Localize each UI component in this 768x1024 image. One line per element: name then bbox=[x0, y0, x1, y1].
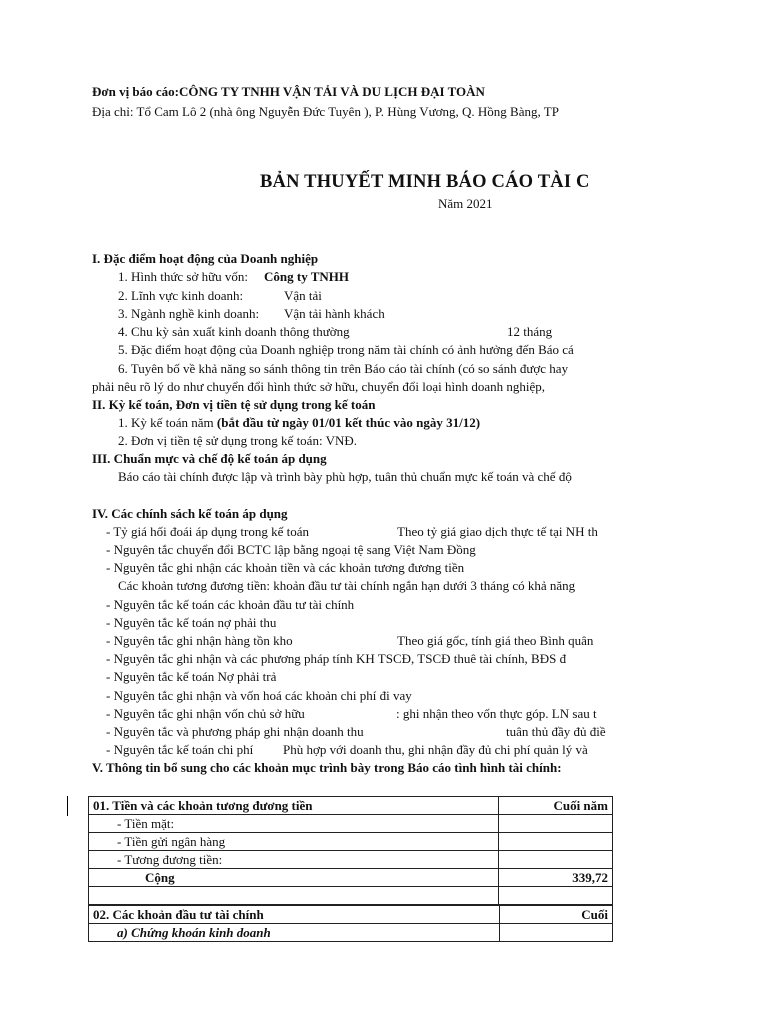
empty-cell[interactable] bbox=[89, 887, 499, 905]
fiscal-year-line bbox=[118, 415, 480, 431]
report-unit-label: Đơn vị báo cáo: bbox=[92, 84, 180, 99]
table-row bbox=[89, 924, 613, 942]
text-cursor bbox=[67, 796, 68, 816]
fiscal-year-value: (bắt đầu từ ngày 01/01 kết thúc vào ngày 31/12) bbox=[216, 415, 481, 430]
cash-table bbox=[88, 796, 613, 905]
policy-equity: - Nguyên tắc ghi nhận vốn chủ sở hữu bbox=[106, 706, 305, 721]
policy-exchange-rate: - Tỷ giá hối đoái áp dụng trong kế toán bbox=[106, 524, 310, 539]
policy-cash: - Nguyên tắc ghi nhận các khoản tiền và các khoản tương đương tiền bbox=[106, 560, 465, 575]
business-cycle-value: 12 tháng bbox=[507, 324, 553, 339]
bank-deposits-label[interactable]: - Tiền gửi ngân hàng bbox=[89, 833, 499, 851]
cash-table-title[interactable]: 01. Tiền và các khoản tương đương tiền bbox=[89, 797, 499, 815]
cash-equivalents-value[interactable] bbox=[499, 851, 613, 869]
policy-receivables: - Nguyên tắc kế toán nợ phải thu bbox=[106, 615, 277, 630]
ownership-value: Công ty TNHH bbox=[264, 269, 349, 284]
business-cycle-label: 4. Chu kỳ sản xuất kinh doanh thông thường bbox=[118, 324, 350, 339]
business-field-value: Vận tải bbox=[284, 288, 322, 303]
report-year: Năm 2021 bbox=[438, 196, 493, 211]
policy-revenue: - Nguyên tắc và phương pháp ghi nhận doanh thu bbox=[106, 724, 364, 739]
policy-inventory: - Nguyên tắc ghi nhận hàng tồn kho bbox=[106, 633, 293, 648]
company-name: CÔNG TY TNHH VẬN TẢI VÀ DU LỊCH ĐẠI TOÀN bbox=[179, 84, 485, 99]
operation-characteristics: 5. Đặc điểm hoạt động của Doanh nghiệp trong năm tài chính có ảnh hưởng đến Báo cá bbox=[118, 342, 574, 357]
table-total-row bbox=[89, 869, 613, 887]
business-line-label: 3. Ngành nghề kinh doanh: bbox=[118, 306, 260, 321]
policy-borrowing-costs: - Nguyên tắc ghi nhận và vốn hoá các khoản chi phí đi vay bbox=[106, 688, 412, 703]
section-1-heading: I. Đặc điểm hoạt động của Doanh nghiệp bbox=[92, 251, 319, 266]
policy-fixed-assets: - Nguyên tắc ghi nhận và các phương pháp tính KH TSCĐ, TSCĐ thuê tài chính, BĐS đ bbox=[106, 651, 567, 666]
policy-expenses: - Nguyên tắc kế toán chi phí bbox=[106, 742, 254, 757]
fiscal-year-label: 1. Kỳ kế toán năm bbox=[118, 415, 214, 430]
cash-equivalents-label[interactable]: - Tương đương tiền: bbox=[89, 851, 499, 869]
ownership-label: 1. Hình thức sở hữu vốn: bbox=[118, 269, 249, 284]
cash-on-hand-value[interactable] bbox=[499, 815, 613, 833]
report-unit-line bbox=[92, 84, 485, 100]
comparability-statement: 6. Tuyên bố về khả năng so sánh thông tin trên Báo cáo tài chính (có so sánh được hay bbox=[118, 361, 569, 376]
trading-securities-label[interactable]: a) Chứng khoán kinh doanh bbox=[89, 924, 500, 942]
policy-revenue-value: tuân thủ đầy đủ điề bbox=[506, 724, 606, 739]
page-title: BẢN THUYẾT MINH BÁO CÁO TÀI C bbox=[260, 172, 590, 192]
policy-inventory-value: Theo giá gốc, tính giá theo Bình quân bbox=[397, 633, 594, 648]
investments-table-title[interactable]: 02. Các khoản đầu tư tài chính bbox=[89, 906, 500, 924]
company-address: Địa chỉ: Tổ Cam Lô 2 (nhà ông Nguyễn Đức Tuyên ), P. Hùng Vương, Q. Hồng Bàng, TP bbox=[92, 104, 559, 119]
section-2-heading: II. Kỳ kế toán, Đơn vị tiền tệ sử dụng trong kế toán bbox=[92, 397, 376, 412]
policy-expenses-value: Phù hợp với doanh thu, ghi nhận đầy đủ chi phí quản lý và bbox=[283, 742, 588, 757]
table-row bbox=[89, 851, 613, 869]
policy-equity-value: : ghi nhận theo vốn thực góp. LN sau t bbox=[396, 706, 597, 721]
business-field-label: 2. Lĩnh vực kinh doanh: bbox=[118, 288, 244, 303]
section-3-heading: III. Chuẩn mực và chế độ kế toán áp dụng bbox=[92, 451, 327, 466]
section-5-heading: V. Thông tin bổ sung cho các khoản mục trình bày trong Báo cáo tình hình tài chính: bbox=[92, 760, 562, 775]
table-row bbox=[89, 833, 613, 851]
investments-table-year-end[interactable]: Cuối bbox=[499, 906, 612, 924]
section-4-heading: IV. Các chính sách kế toán áp dụng bbox=[92, 506, 288, 521]
policy-exchange-rate-value: Theo tỷ giá giao dịch thực tế tại NH th bbox=[397, 524, 598, 539]
empty-cell[interactable] bbox=[499, 887, 613, 905]
table-header-row bbox=[89, 906, 613, 924]
cash-total-value[interactable]: 339,72 bbox=[499, 869, 613, 887]
policy-fs-conversion: - Nguyên tắc chuyển đổi BCTC lập bằng ngoại tệ sang Việt Nam Đồng bbox=[106, 542, 476, 557]
cash-on-hand-label[interactable]: - Tiền mặt: bbox=[89, 815, 499, 833]
table-row bbox=[89, 815, 613, 833]
cash-total-label[interactable]: Cộng bbox=[89, 869, 499, 887]
policy-cash-equivalents: Các khoản tương đương tiền: khoản đầu tư tài chính ngắn hạn dưới 3 tháng có khả năng bbox=[118, 578, 576, 593]
policy-payables: - Nguyên tắc kế toán Nợ phải trả bbox=[106, 669, 277, 684]
standards-text: Báo cáo tài chính được lập và trình bày phù hợp, tuân thủ chuẩn mực kế toán và chế độ bbox=[118, 469, 572, 484]
policy-investments: - Nguyên tắc kế toán các khoản đầu tư tài chính bbox=[106, 597, 355, 612]
cash-table-year-end[interactable]: Cuối năm bbox=[499, 797, 613, 815]
business-line-value: Vận tải hành khách bbox=[284, 306, 385, 321]
investments-table bbox=[88, 905, 613, 942]
bank-deposits-value[interactable] bbox=[499, 833, 613, 851]
table-header-row bbox=[89, 797, 613, 815]
comparability-reason: phải nêu rõ lý do như chuyển đổi hình thức sở hữu, chuyển đổi loại hình doanh nghiệp, bbox=[92, 379, 545, 394]
trading-securities-value[interactable] bbox=[499, 924, 612, 942]
currency-label: 2. Đơn vị tiền tệ sử dụng trong kế toán: bbox=[118, 433, 323, 448]
currency-line bbox=[118, 433, 357, 449]
currency-value: VNĐ. bbox=[325, 433, 357, 448]
table-row bbox=[89, 887, 613, 905]
